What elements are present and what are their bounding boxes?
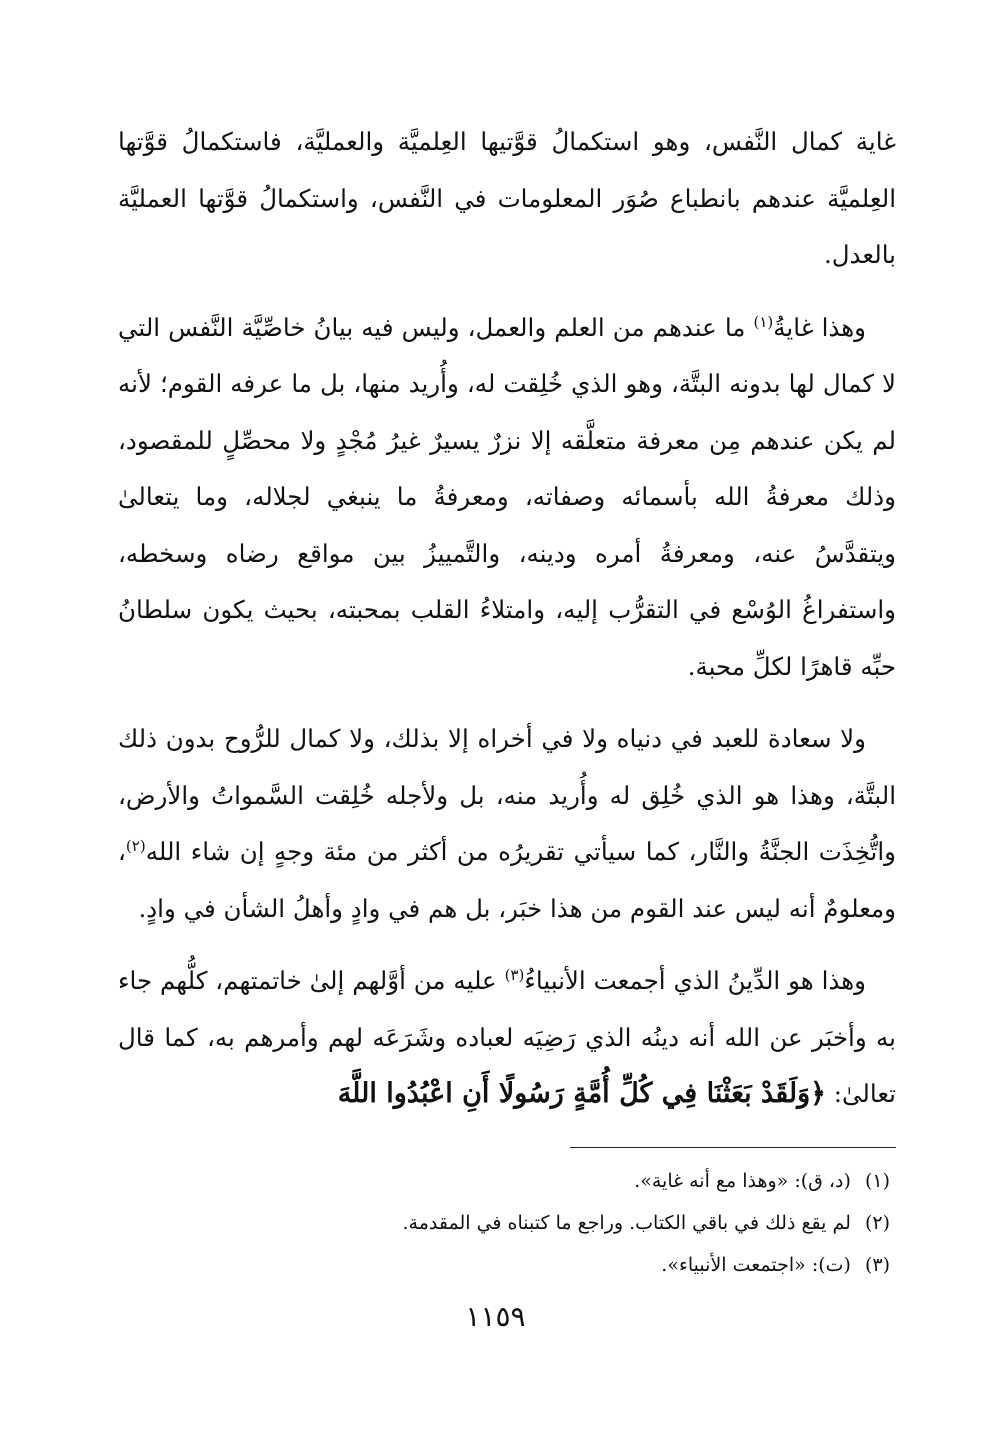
footnote-marker-2: (٢)	[125, 836, 146, 855]
footnote-1	[118, 1160, 890, 1202]
paragraph-4-start: وهذا هو الدِّينُ الذي أجمعت الأنبياءُ	[524, 966, 866, 995]
footnotes	[118, 1160, 890, 1286]
paragraph-2-rest: ما عندهم من العلم والعمل، وليس فيه بيانُ خاصِّيَّة النَّفس التي لا كمال لها بدونه البتَّة، وهو الذي خُلِقت له، وأُريد منها، بل ما عرفه القوم؛ لأنه لم يكن عندهم مِن معرفة متعلَّقه إلا نزرٌ يسيرٌ غيرُ مُجْدٍ ولا محصِّلٍ للمقصود، وذلك معرفةُ الله بأسمائه وصفاته، ومعرفةُ ما ينبغي لجلاله، وما يتعالىٰ ويتقدَّسُ عنه، ومعرفةُ أمره ودينه، والتَّمييزُ بين مواقع رضاه وسخطه، واستفراغُ الوُسْع في التقرُّب إليه، وامتلاءُ القلب بمحبته، بحيث يكون سلطانُ حبِّه قاهرًا لكلِّ محبة.	[118, 312, 896, 681]
paragraph-1: غاية كمال النَّفس، وهو استكمالُ قوَّتيها العِلميَّة والعمليَّة، فاستكمالُ قوَّتها العِلميَّة عندهم بانطباع صُوَر المعلومات في النَّفس، واستكمالُ قوَّتها العمليَّة بالعدل.	[118, 127, 896, 269]
footnote-3	[118, 1244, 890, 1286]
paragraph-3	[118, 711, 896, 937]
quran-verse: ﴿وَلَقَدْ بَعَثْنَا فِي كُلِّ أُمَّةٍ رَسُولًا أَنِ اعْبُدُوا اللَّهَ	[337, 1078, 826, 1109]
footnote-text: (ت): «اجتمعت الأنبياء».	[661, 1254, 851, 1276]
footnote-number: (٢)	[864, 1212, 890, 1234]
paragraph-4	[118, 953, 896, 1123]
paragraph-3-start: ولا سعادة للعبد في دنياه ولا في أخراه إلا بذلك، ولا كمال للرُّوح بدون ذلك البتَّة، وهذا هو الذي خُلِق له وأُريد منه، بل ولأجله خُلِقت السَّمواتُ والأرض، واتُّخِذَت الجنَّةُ والنَّار، كما سيأتي تقريرُه من أكثر من مئة وجهٍ إن شاء الله	[118, 724, 896, 866]
footnote-text: لم يقع ذلك في باقي الكتاب. وراجع ما كتبناه في المقدمة.	[402, 1212, 851, 1234]
paragraph-2	[118, 300, 896, 696]
page-number: ١١٥٩	[465, 1300, 526, 1333]
footnote-marker-3: (٣)	[504, 965, 525, 984]
main-text	[118, 114, 896, 1123]
footnote-number: (١)	[864, 1170, 890, 1192]
paragraph-4-rest: عليه من أوَّلهم إلىٰ خاتمتهم، كلُّهم جاء به وأخبَر عن الله أنه دينُه الذي رَضِيَه لعباده وشَرَعَه لهم وأمرهم به، كما قال تعالىٰ:	[118, 966, 896, 1108]
footnote-marker-1: (١)	[753, 312, 774, 331]
footnote-number: (٣)	[864, 1254, 890, 1276]
paragraph-2-start: وهذا غايةُ	[773, 312, 867, 342]
paragraph-3-rest: ، ومعلومٌ أنه ليس عند القوم من هذا خبَر، بل هم في وادٍ وأهلُ الشأن في وادٍ.	[118, 837, 896, 923]
footnote-text: (د، ق): «وهذا مع أنه غاية».	[634, 1170, 851, 1192]
footnote-divider	[570, 1147, 896, 1148]
footnote-2	[118, 1202, 890, 1244]
